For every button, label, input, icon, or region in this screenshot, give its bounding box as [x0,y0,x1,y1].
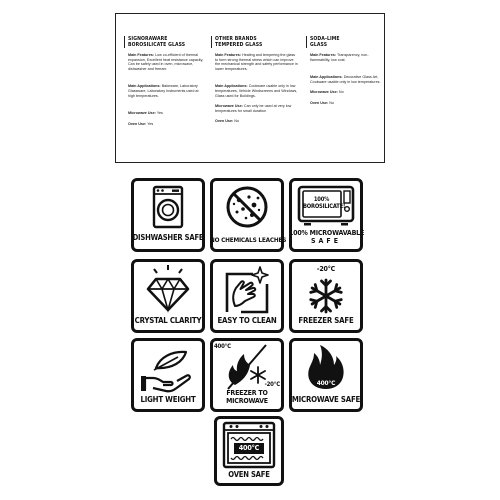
badge-light-weight [131,338,205,412]
comparison-table [115,13,385,163]
column-borosilicate [124,14,204,162]
badge-caption: DISHWASHER SAFE [132,233,204,242]
badge-easy-to-clean [210,259,284,333]
badge-caption: LIGHT WEIGHT [140,395,196,404]
column-soda-lime [306,14,381,162]
badge-caption: FREEZER TO MICROWAVE [226,389,268,405]
column-tempered [211,14,299,162]
badge-caption: 100% MICROWAVABLE SAFE [289,229,365,245]
badge-freezer-to-microwave [210,338,284,412]
features-text: Main Features: Low co-efficient of thermal expansion, Excellent heat resistance capacity, Can be safely used in oven, microwave, dishwasher and freezer. [128,53,204,71]
microwave-use-text: Microwave Use: No [310,90,344,95]
badge-caption: NO CHEMICALS LEACHES [210,236,287,244]
badge-microwavable-safe [289,178,363,252]
applications-text: Main Applications: Decorative Glass Art, Cookware usable only in low temperatures. [310,75,381,84]
badge-freezer-safe [289,259,363,333]
badge-crystal-clarity [131,259,205,333]
badge-caption: OVEN SAFE [228,470,270,479]
oven-temperature: 400°C [238,443,260,452]
microwave-use-text: Microwave Use: Yes [128,111,163,116]
microwave-temperature: 400°C [316,379,336,387]
badge-microwave-safe [289,338,363,412]
borosilicate-label: 100% BOROSILICATE! [303,197,346,210]
oven-use-text: Oven Use: Yes [128,121,154,126]
badge-no-chemicals [210,178,287,252]
badge-dishwasher-safe [131,178,205,252]
hot-temperature: 400°C [214,343,231,350]
badge-oven-safe [214,416,284,486]
oven-use-text: Oven Use: No [310,100,334,105]
freezer-temperature: -20°C [316,265,336,273]
oven-use-text: Oven Use: No [215,119,239,124]
badge-caption: CRYSTAL CLARITY [134,316,202,325]
column-heading: OTHER BRANDS TEMPERED GLASS [211,36,299,48]
features-text: Main Features: Transparency, non-flammability, low cost. [310,53,369,62]
column-heading: SODA-LIME GLASS [306,36,381,48]
applications-text: Main Applications: Cookware usable only in low temperatures, Vehicle Windscreens and Windows, Glass used for Buildings. [215,84,298,98]
microwave-use-text: Microwave Use: Can only be used at very low temperatures for small duration [215,104,292,113]
cold-temperature: -20°C [264,381,280,388]
badge-caption: FREEZER SAFE [298,316,354,325]
applications-text: Main Applications: Bakeware, Laboratory Glassware, Laboratory Instruments used at high temperatures. [128,84,199,98]
column-heading: SIGNORAWARE BOROSILICATE GLASS [124,36,204,48]
badge-caption: MICROWAVE SAFE [291,395,361,404]
features-text: Main Features: Heating and tempering the glass to form strong thermal stress which can improve the mechanical strength and safety performance in lower temperatures. [215,53,298,71]
badge-caption: EASY TO CLEAN [217,316,277,325]
